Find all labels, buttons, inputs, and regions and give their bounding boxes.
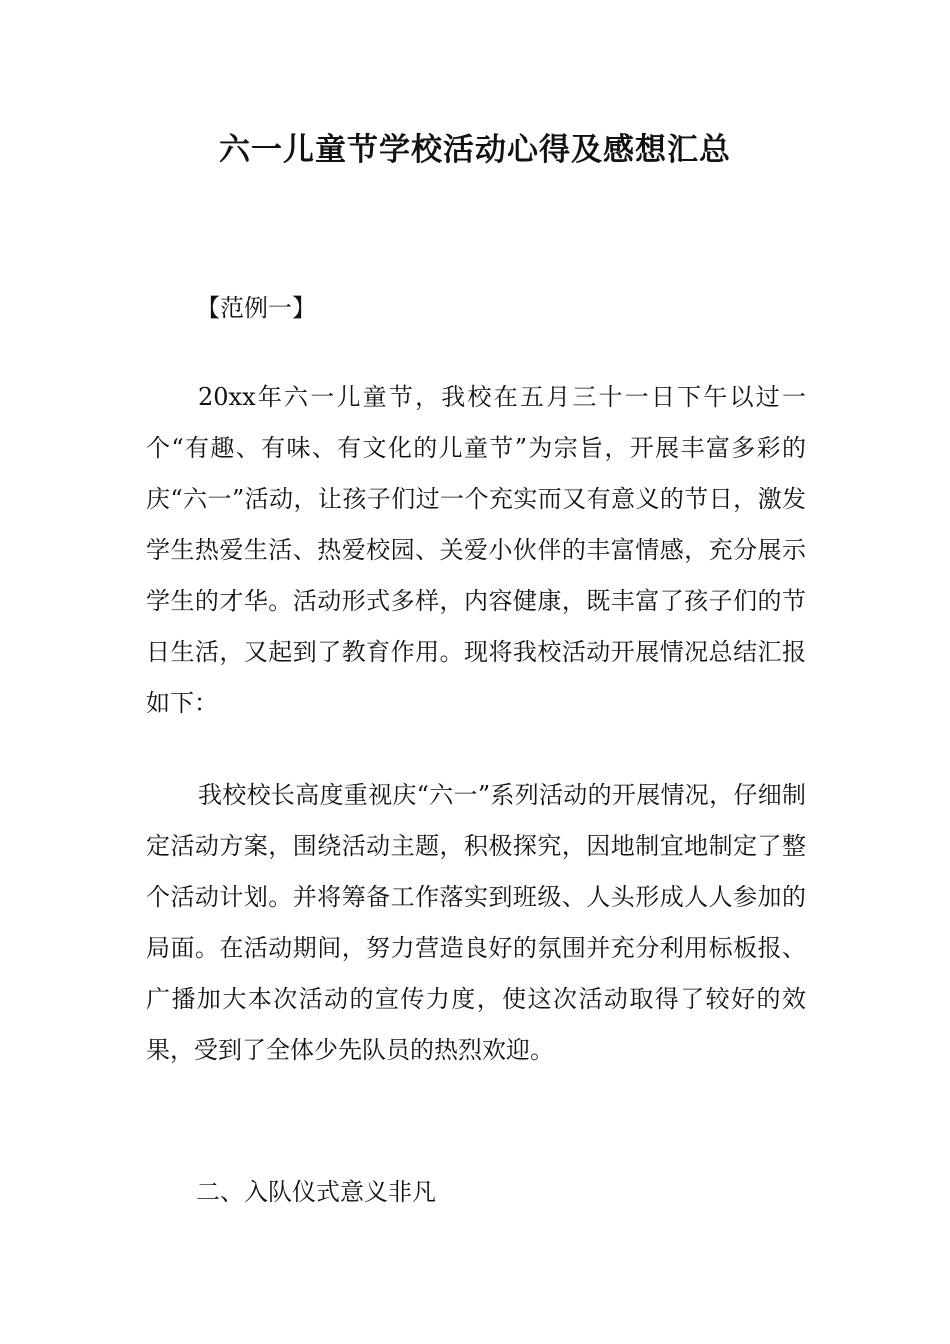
document-title: 六一儿童节学校活动心得及感想汇总 [219,132,731,168]
paragraph-leadership: 我校校长高度重视庆“六一”系列活动的开展情况，仔细制定活动方案，围绕活动主题，积极探究，因地制宜地制定了整个活动计划。并将筹备工作落实到班级、人头形成人人参加的局面。在活动期间，努力营造良好的氛围并充分利用标板报、广播加大本次活动的宣传力度，使这次活动取得了较好的效果，受到了全体少先队员的热烈欢迎。 [146,781,806,1064]
section-heading: 二、入队仪式意义非凡 [196,1178,436,1206]
paragraph-intro: 20xx年六一儿童节，我校在五月三十一日下午以过一个“有趣、有味、有文化的儿童节”为宗旨，开展丰富多彩的庆“六一”活动，让孩子们过一个充实而又有意义的节日，激发学生热爱生活、热爱校园、关爱小伙伴的丰富情感，充分展示学生的才华。活动形式多样，内容健康，既丰富了孩子们的节日生活，又起到了教育作用。现将我校活动开展情况总结汇报如下： [146,383,806,717]
example-label: 【范例一】 [196,294,316,322]
